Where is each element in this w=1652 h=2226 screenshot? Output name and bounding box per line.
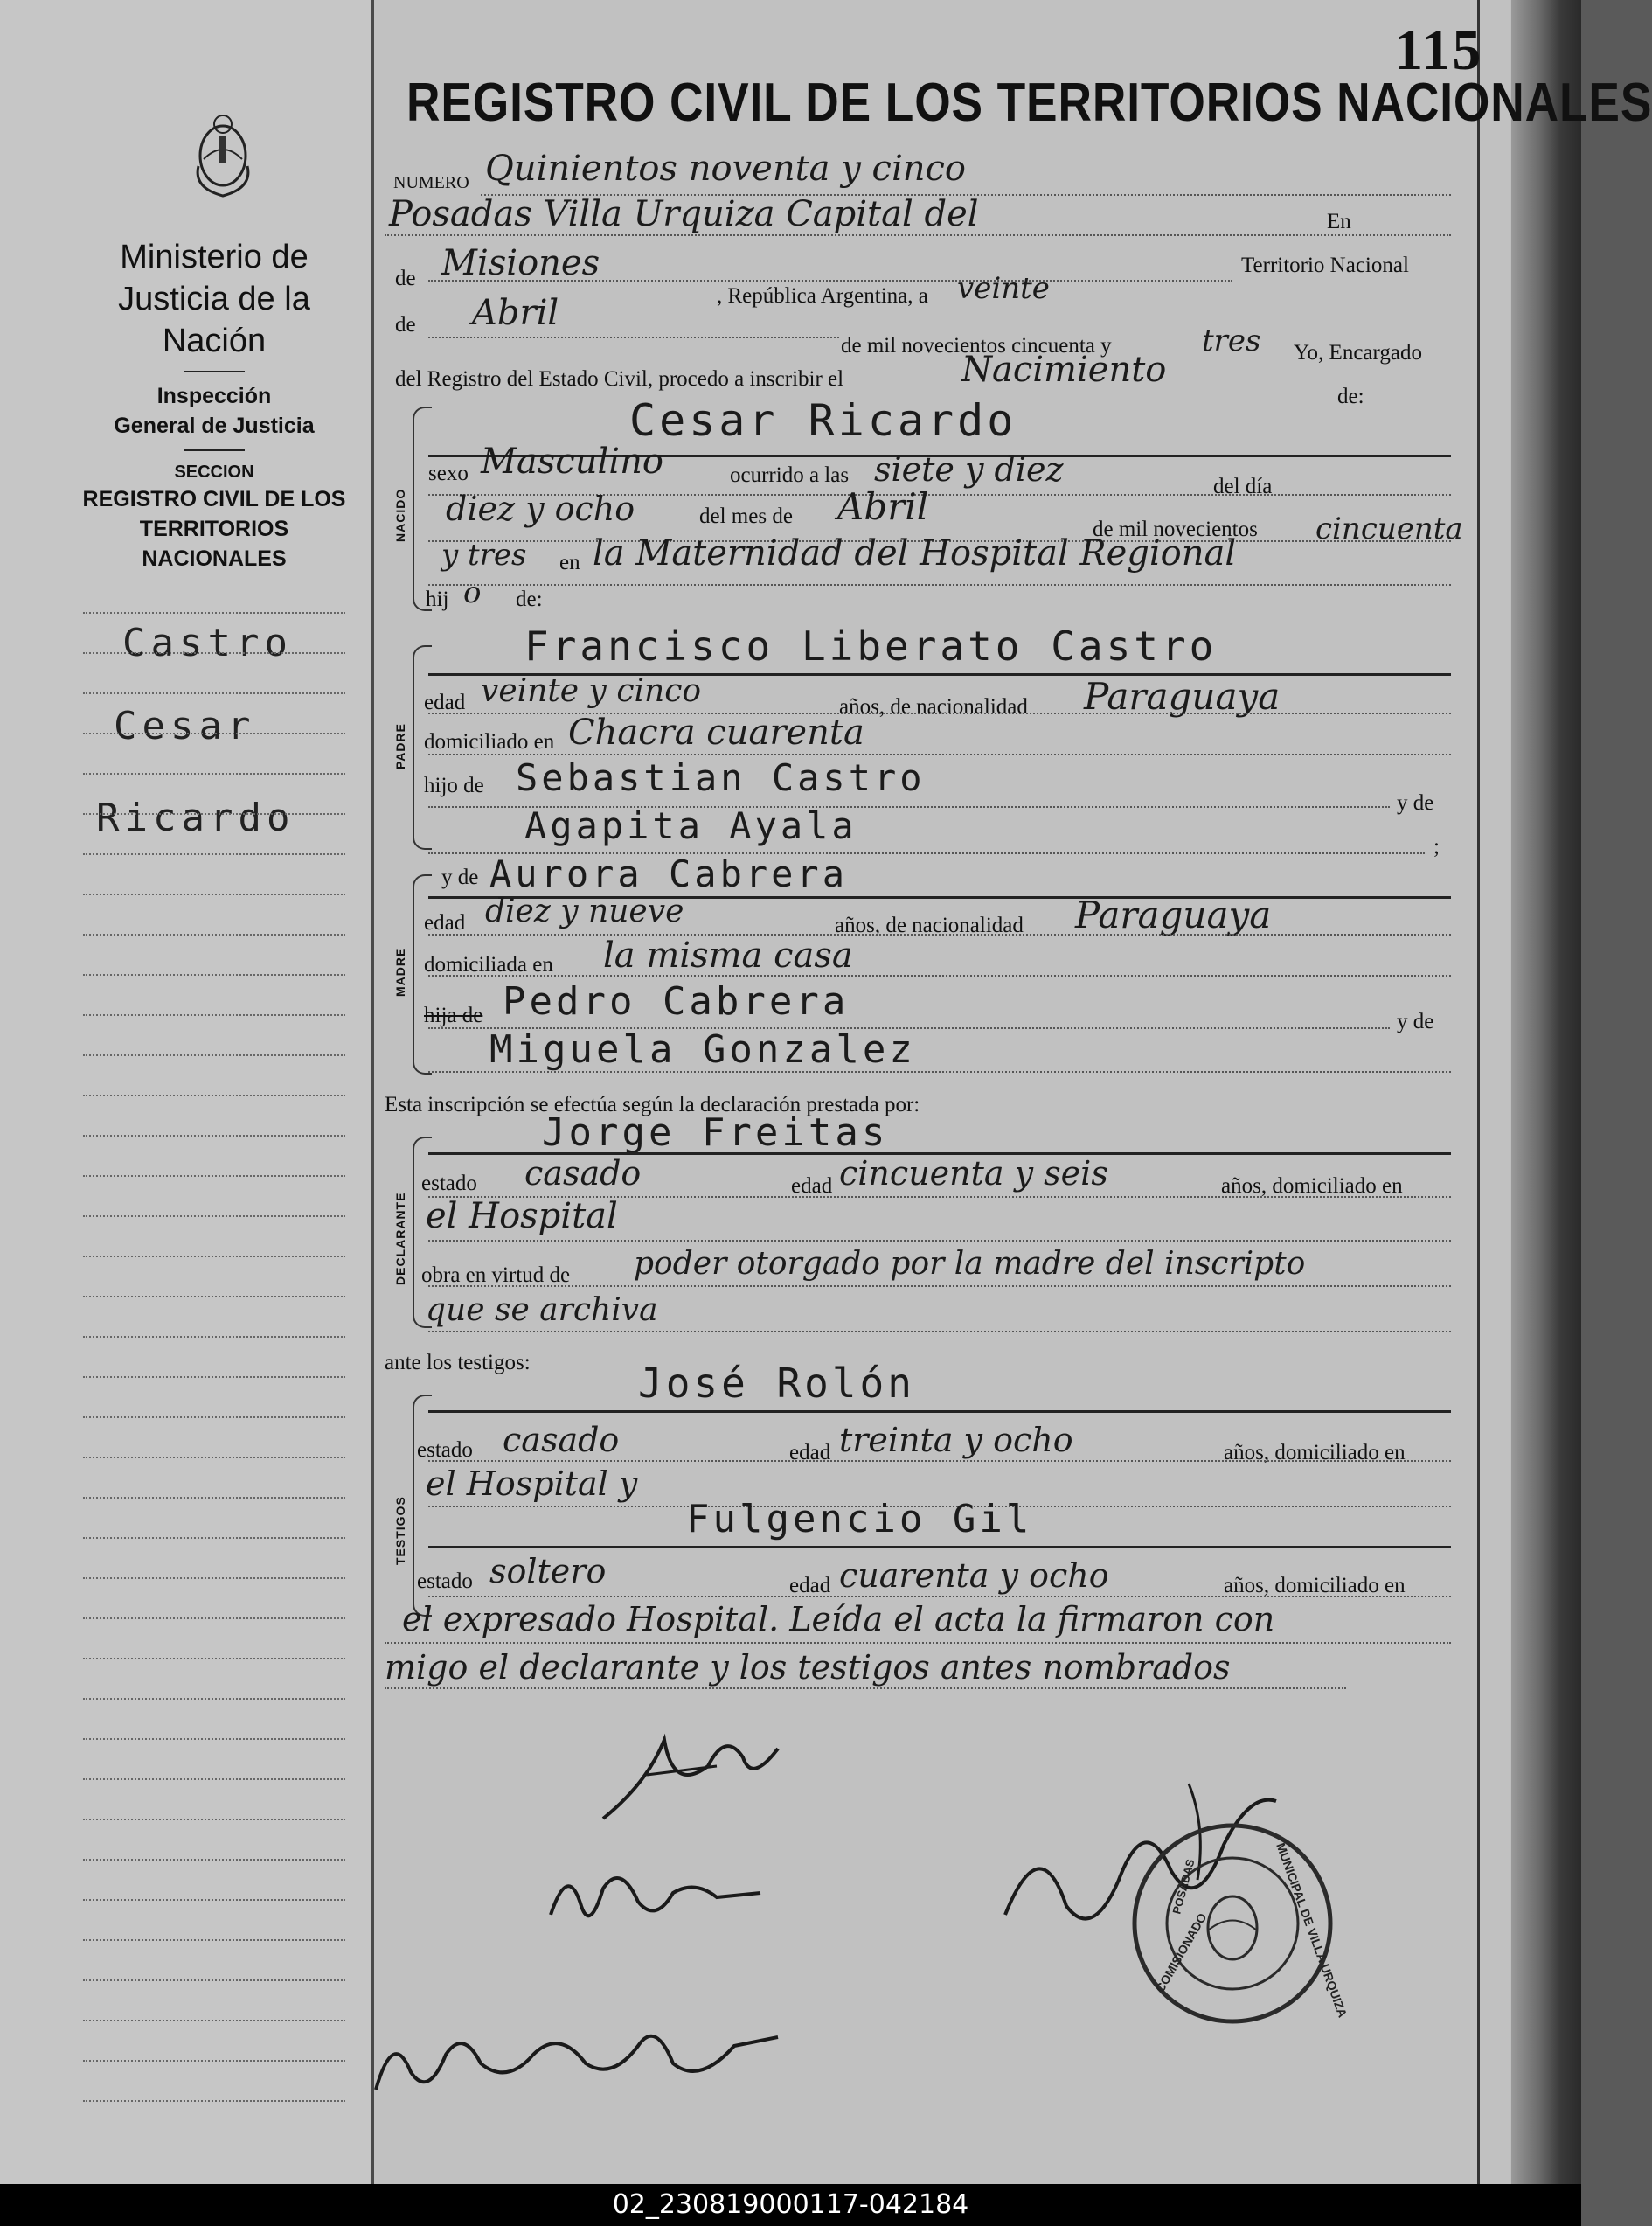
hija-de-label: hija de [424, 1004, 483, 1027]
coat-of-arms-icon [186, 105, 260, 201]
registry-title: REGISTRO CIVIL DE LOS TERRITORIOS NACIONALES [406, 73, 1652, 133]
de-colon-label-2: de: [516, 588, 543, 611]
index-ruled-line [83, 1617, 345, 1619]
anos-nacionalidad-label: años, de nacionalidad [839, 695, 1028, 719]
mother-nationality-value: Paraguaya [1075, 894, 1272, 936]
stamp-text-left: COMISIONADO [1152, 1910, 1210, 1995]
dotted-line [428, 975, 1451, 977]
dotted-line [428, 584, 1451, 586]
del-mes-label: del mes de [699, 504, 793, 528]
index-ruled-line [83, 1979, 345, 1981]
closing-line-2: migo el declarante y los testigos antes nombrados [385, 1648, 1231, 1687]
index-ruled-line [83, 1095, 345, 1096]
section-label: SECCION [174, 463, 254, 482]
index-ruled-lines [83, 612, 345, 2151]
index-ruled-line [83, 1698, 345, 1700]
index-ruled-line [83, 974, 345, 976]
registro-label: del Registro del Estado Civil, procedo a inscribir el [395, 367, 844, 391]
index-ruled-line [83, 1175, 345, 1177]
birth-day-value: diez y ocho [446, 490, 635, 528]
testigos-tab: TESTIGOS [393, 1496, 407, 1565]
father-nationality-value: Paraguaya [1084, 675, 1281, 718]
padre-tab: PADRE [393, 723, 407, 769]
hijo-de-label: hijo de [424, 774, 484, 797]
index-ruled-line [83, 1014, 345, 1016]
witness-1-age-value: treinta y ocho [839, 1421, 1073, 1459]
father-father-value: Sebastian Castro [516, 756, 926, 799]
nacido-tab: NACIDO [393, 488, 407, 542]
divider [184, 449, 245, 451]
territorio-label: Territorio Nacional [1241, 254, 1409, 277]
de-label-2: de [395, 313, 416, 337]
dotted-line [385, 1687, 1346, 1689]
rule-line [428, 1546, 1451, 1548]
index-ruled-line [83, 1457, 345, 1458]
index-ruled-line [83, 1738, 345, 1740]
index-ruled-line [83, 813, 345, 815]
mil-novecientos-label: de mil novecientos [1093, 518, 1258, 541]
hijo-suffix-value: o [463, 575, 482, 610]
edad-label-5: edad [789, 1574, 831, 1597]
index-ruled-line [83, 2100, 345, 2102]
page-number: 115 [1394, 18, 1483, 82]
registry-short-name: REGISTRO CIVIL DE LOS TERRITORIOS NACIONALES [82, 487, 346, 571]
index-ruled-line [83, 1054, 345, 1056]
declarant-name-value: Jorge Freitas [542, 1110, 889, 1155]
index-ruled-line [83, 1537, 345, 1539]
ocurrido-label: ocurrido a las [730, 463, 850, 487]
official-stamp-icon [1128, 1819, 1350, 2028]
madre-tab: MADRE [393, 947, 407, 997]
dotted-line [428, 280, 1232, 282]
day-registration-value: veinte [957, 271, 1050, 306]
dotted-line [428, 1071, 1451, 1073]
dotted-line [428, 1285, 1451, 1287]
divider [184, 371, 245, 372]
signature-witness-1 [542, 1854, 769, 1941]
birth-month-value: Abril [837, 485, 929, 528]
inscripcion-label: Esta inscripción se efectúa según la declaración prestada por: [385, 1093, 920, 1116]
inspection-name: Inspección General de Justicia [114, 384, 315, 438]
y-de-label-3: y de [1397, 1010, 1434, 1033]
index-ruled-line [83, 733, 345, 734]
index-ruled-line [83, 934, 345, 936]
domiciliado-label: domiciliado en [424, 730, 555, 754]
index-ruled-line [83, 1336, 345, 1338]
hour-value: siete y diez [874, 450, 1064, 489]
declarant-age-value: cincuenta y seis [839, 1154, 1108, 1193]
father-mother-value: Agapita Ayala [524, 804, 857, 847]
sex-value: Masculino [481, 442, 663, 482]
index-ruled-line [83, 1577, 345, 1579]
declarante-tab: DECLARANTE [393, 1192, 407, 1285]
hijo-label: hij [426, 588, 449, 611]
estado-label-2: estado [417, 1438, 473, 1462]
rule-line [428, 1410, 1451, 1413]
index-ruled-line [83, 1819, 345, 1820]
witness-1-status-value: casado [503, 1421, 620, 1459]
index-given-name: Cesar [114, 704, 256, 748]
index-ruled-line [83, 1939, 345, 1941]
edad-label: edad [424, 691, 466, 714]
dotted-line [428, 1240, 1451, 1242]
dotted-line [428, 1331, 1451, 1332]
index-ruled-line [83, 2020, 345, 2021]
index-ruled-line [83, 1416, 345, 1418]
del-dia-label: del día [1213, 475, 1273, 498]
declarant-status-value: casado [524, 1154, 642, 1193]
index-ruled-line [83, 1497, 345, 1499]
index-ruled-line [83, 1658, 345, 1659]
index-ruled-line [83, 1135, 345, 1137]
mother-mother-value: Miguela Gonzalez [489, 1027, 916, 1072]
index-ruled-line [83, 1296, 345, 1297]
stamp-text-inner: POSADAS [1170, 1857, 1197, 1916]
index-ruled-line [83, 1256, 345, 1257]
index-ruled-line [83, 692, 345, 694]
year-registration-value: tres [1202, 323, 1261, 358]
en-label-2: en [559, 551, 580, 574]
anos-nacionalidad-label-2: años, de nacionalidad [835, 914, 1024, 937]
page-rule [1477, 0, 1480, 2184]
sexo-label: sexo [428, 462, 469, 485]
index-ruled-line [83, 853, 345, 855]
father-name-value: Francisco Liberato Castro [524, 623, 1218, 670]
anos-domiciliado-label: años, domiciliado en [1221, 1174, 1403, 1198]
index-ruled-line [83, 2060, 345, 2062]
index-ruled-line [83, 1899, 345, 1901]
father-age-value: veinte y cinco [481, 673, 702, 709]
estado-label-3: estado [417, 1569, 473, 1593]
de-label: de [395, 267, 416, 290]
anos-domiciliado-label-3: años, domiciliado en [1224, 1574, 1406, 1597]
index-ruled-line [83, 1215, 345, 1217]
dotted-line [428, 754, 1451, 755]
numero-label: NUMERO [393, 173, 469, 192]
obra-label: obra en virtud de [421, 1263, 571, 1287]
edad-label-4: edad [789, 1441, 831, 1464]
dotted-line [428, 934, 1451, 936]
mother-age-value: diez y nueve [485, 894, 684, 929]
child-name-value: Cesar Ricardo [629, 395, 1017, 446]
declarant-authority-value: poder otorgado por la madre del inscripto [634, 1246, 1306, 1282]
dotted-line [385, 1642, 1451, 1644]
dotted-line [428, 1460, 1451, 1462]
place-value: Posadas Villa Urquiza Capital del [389, 194, 979, 234]
estado-label: estado [421, 1172, 477, 1195]
territory-value: Misiones [441, 243, 600, 283]
mother-address-value: la misma casa [603, 936, 853, 976]
closing-line-1: el expresado Hospital. Leída el acta la firmaron con [402, 1600, 1275, 1638]
witness-2-age-value: cuarenta y ocho [839, 1556, 1109, 1595]
act-type-value: Nacimiento [961, 350, 1167, 390]
nacido-bracket [413, 407, 432, 611]
declarant-authority-value-2: que se archiva [426, 1292, 658, 1328]
ministry-name: Ministerio de Justicia de la Nación [118, 239, 310, 359]
testigos-label: ante los testigos: [385, 1351, 531, 1374]
dotted-line [385, 234, 1451, 236]
signature-witness-2 [367, 2002, 787, 2107]
edad-label-3: edad [791, 1174, 833, 1198]
index-ruled-line [83, 1859, 345, 1861]
index-ruled-line [83, 652, 345, 654]
anos-domiciliado-label-2: años, domiciliado en [1224, 1441, 1406, 1464]
dotted-line [428, 337, 839, 338]
edad-label-2: edad [424, 911, 466, 935]
birth-place-value: la Maternidad del Hospital Regional [593, 533, 1237, 574]
index-ruled-line [83, 1778, 345, 1780]
signature-declarant [594, 1714, 787, 1836]
republica-label: , República Argentina, a [717, 284, 928, 308]
witness-2-name-value: Fulgencio Gil [686, 1497, 1033, 1541]
index-ruled-line [83, 773, 345, 775]
witness-1-name-value: José Rolón [638, 1360, 915, 1407]
footer-id: 02_230819000117-042184 [0, 2184, 1581, 2226]
index-second-name: Ricardo [96, 796, 295, 840]
birth-year-value-b: y tres [441, 538, 527, 573]
en-label: En [1327, 210, 1351, 233]
stamp-text-right: MUNICIPAL DE VILLA URQUIZA [1274, 1840, 1350, 2020]
father-address-value: Chacra cuarenta [568, 713, 864, 753]
ministry-block [52, 236, 376, 574]
semicolon-label: ; [1433, 835, 1440, 859]
witness-2-status-value: soltero [489, 1552, 607, 1590]
index-ruled-line [83, 1376, 345, 1378]
y-de-label: y de [1397, 791, 1434, 815]
birth-year-value-a: cincuenta [1315, 511, 1463, 546]
index-ruled-line [83, 894, 345, 895]
month-registration-value: Abril [472, 293, 559, 333]
book-edge [1511, 0, 1581, 2184]
y-de-label-2: y de [441, 866, 479, 889]
numero-value: Quinientos noventa y cinco [485, 149, 966, 189]
index-surname: Castro [122, 621, 293, 665]
mil-label: de mil novecientos cincuenta y [841, 334, 1112, 358]
witness-1-address-value: el Hospital y [426, 1464, 638, 1503]
mother-father-value: Pedro Cabrera [503, 979, 850, 1024]
de-colon-label: de: [1337, 385, 1364, 408]
declarant-address-value: el Hospital [426, 1196, 618, 1236]
dotted-line [428, 1596, 1451, 1597]
domiciliada-label: domiciliada en [424, 953, 553, 977]
mother-name-value: Aurora Cabrera [489, 852, 849, 895]
index-ruled-line [83, 612, 345, 614]
yo-encargado-label: Yo, Encargado [1294, 341, 1422, 365]
